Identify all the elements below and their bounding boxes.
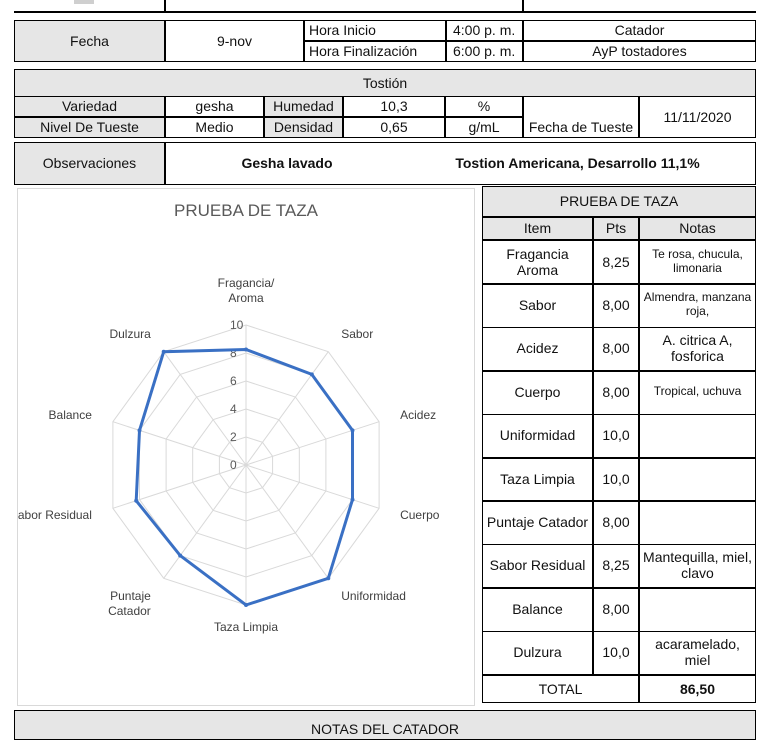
catador-label: Catador	[614, 22, 665, 39]
observaciones-label: Observaciones	[15, 143, 164, 184]
row-pts: 10,0	[602, 427, 630, 444]
row-item: Sabor Residual	[489, 557, 586, 574]
radar-point	[244, 603, 248, 607]
row-notas: Tropical, uchuva	[653, 383, 742, 398]
col-pts-header: Pts	[594, 218, 638, 239]
row-item: Taza Limpia	[500, 470, 575, 487]
divider	[164, 142, 166, 185]
row-divider	[482, 414, 756, 416]
row-notas: Almendra, manzana roja,	[643, 290, 752, 319]
row-item: Sabor	[518, 297, 557, 314]
radar-point	[310, 372, 314, 376]
row-item: Puntaje Catador	[486, 514, 589, 531]
row-item: Balance	[512, 600, 563, 617]
radar-spoke	[113, 422, 246, 465]
row-pts: 8,00	[602, 340, 630, 357]
row-pts: 8,25	[602, 557, 630, 574]
humedad-unit: %	[477, 98, 491, 115]
radar-tick-label: 10	[230, 318, 244, 332]
radar-point	[162, 350, 166, 354]
row-divider	[482, 370, 756, 372]
radar-category-label: Fragancia/ Aroma	[217, 276, 275, 305]
radar-point	[178, 554, 182, 558]
densidad-value: 0,65	[380, 119, 408, 136]
radar-tick-label: 0	[230, 458, 237, 472]
radar-spoke	[113, 465, 246, 508]
radar-point	[244, 348, 248, 352]
observaciones-text-1: Gesha lavado	[241, 155, 333, 172]
radar-ticks	[230, 318, 244, 472]
radar-category-label: Puntaje Catador	[108, 589, 151, 619]
row-notas	[642, 587, 753, 630]
radar-category-label: Taza Limpia	[213, 620, 279, 634]
radar-spoke	[246, 422, 379, 465]
radar-point	[138, 428, 142, 432]
top-divider	[164, 0, 166, 12]
radar-spoke	[246, 465, 328, 578]
radar-point	[326, 576, 330, 580]
notas-catador-title: NOTAS DEL CATADOR	[310, 720, 460, 737]
row-notas	[642, 500, 753, 543]
radar-tick-label: 2	[230, 430, 237, 444]
row-pts: 8,25	[602, 253, 630, 270]
radar-category-label: Cuerpo	[400, 508, 440, 523]
catador-value: AyP tostadores	[592, 42, 687, 59]
fecha-tueste-label: Fecha de Tueste	[528, 118, 634, 135]
row-item: Fragancia Aroma	[506, 245, 569, 278]
row-divider	[482, 544, 756, 546]
row-notas: Te rosa, chucula, limonaria	[652, 246, 743, 275]
row-notas: A. citrica A, fosforica	[662, 332, 733, 365]
row-divider	[482, 283, 756, 285]
radar-categories	[18, 276, 440, 634]
fecha-tueste-value: 11/11/2020	[663, 108, 732, 125]
notas-catador-section	[14, 710, 756, 740]
fecha-value: 9-nov	[216, 32, 253, 49]
row-notas	[642, 457, 753, 500]
tostion-title: Tostión	[362, 74, 408, 91]
row-divider	[482, 457, 756, 459]
nivel-value: Medio	[195, 119, 234, 136]
row-notas: acaramelado, miel	[655, 636, 740, 669]
nivel-label: Nivel De Tueste	[15, 118, 164, 137]
divider	[445, 20, 447, 62]
radar-category-label: Dulzura	[109, 326, 151, 341]
table-title: PRUEBA DE TAZA	[483, 187, 755, 216]
total-label: TOTAL	[538, 680, 583, 697]
densidad-label: Densidad	[265, 118, 342, 137]
variedad-value: gesha	[195, 98, 234, 115]
row-divider	[482, 631, 756, 633]
row-pts: 10,0	[602, 470, 630, 487]
chart-area	[17, 188, 475, 706]
variedad-label: Variedad	[15, 97, 164, 116]
row-notas: Mantequilla, miel, clavo	[643, 549, 752, 582]
row-item: Cuerpo	[514, 383, 561, 400]
row-divider	[482, 327, 756, 329]
radar-category-label: Sabor Residual	[18, 508, 92, 523]
row-pts: 8,00	[602, 383, 630, 400]
row-item: Uniformidad	[499, 427, 576, 444]
hora-fin-value: 6:00 p. m.	[453, 42, 516, 59]
radar-point	[351, 498, 355, 502]
hora-inicio-value: 4:00 p. m.	[453, 22, 516, 39]
hora-fin-label: Hora Finalización	[309, 42, 418, 59]
row-pts: 8,00	[602, 297, 630, 314]
observaciones-text-2: Tostion Americana, Desarrollo 11,1%	[455, 155, 700, 172]
fecha-label: Fecha	[15, 21, 164, 61]
top-divider	[522, 0, 524, 12]
densidad-unit: g/mL	[468, 119, 500, 136]
humedad-value: 10,3	[380, 98, 408, 115]
radar-tick-label: 6	[230, 374, 237, 388]
hora-inicio-label: Hora Inicio	[309, 22, 376, 39]
top-border	[14, 11, 756, 13]
radar-point	[351, 428, 355, 432]
radar-grid	[113, 325, 379, 605]
radar-category-label: Sabor	[341, 326, 374, 341]
humedad-label: Humedad	[265, 97, 342, 116]
radar-spoke	[246, 465, 379, 508]
row-pts: 10,0	[602, 644, 630, 661]
radar-point	[134, 499, 138, 503]
total-value: 86,50	[679, 680, 716, 697]
row-item: Acidez	[516, 340, 559, 357]
logo-fragment	[74, 0, 94, 4]
row-notas	[642, 414, 753, 457]
radar-category-label: Uniformidad	[341, 589, 406, 604]
col-item-header: Item	[483, 218, 592, 239]
row-item: Dulzura	[513, 644, 562, 661]
row-pts: 8,00	[602, 514, 630, 531]
tostion-header	[14, 69, 756, 96]
radar-tick-label: 8	[230, 346, 237, 360]
row-pts: 8,00	[602, 600, 630, 617]
radar-spoke	[164, 465, 246, 578]
radar-category-label: Balance	[48, 407, 92, 422]
radar-category-label: Acidez	[400, 407, 437, 422]
radar-chart	[18, 189, 476, 707]
radar-tick-label: 4	[230, 402, 237, 416]
radar-spoke	[246, 352, 328, 465]
col-notas-header: Notas	[640, 218, 755, 239]
row-divider	[482, 587, 756, 589]
row-divider	[482, 500, 756, 502]
chart-title: PRUEBA DE TAZA	[174, 201, 318, 220]
